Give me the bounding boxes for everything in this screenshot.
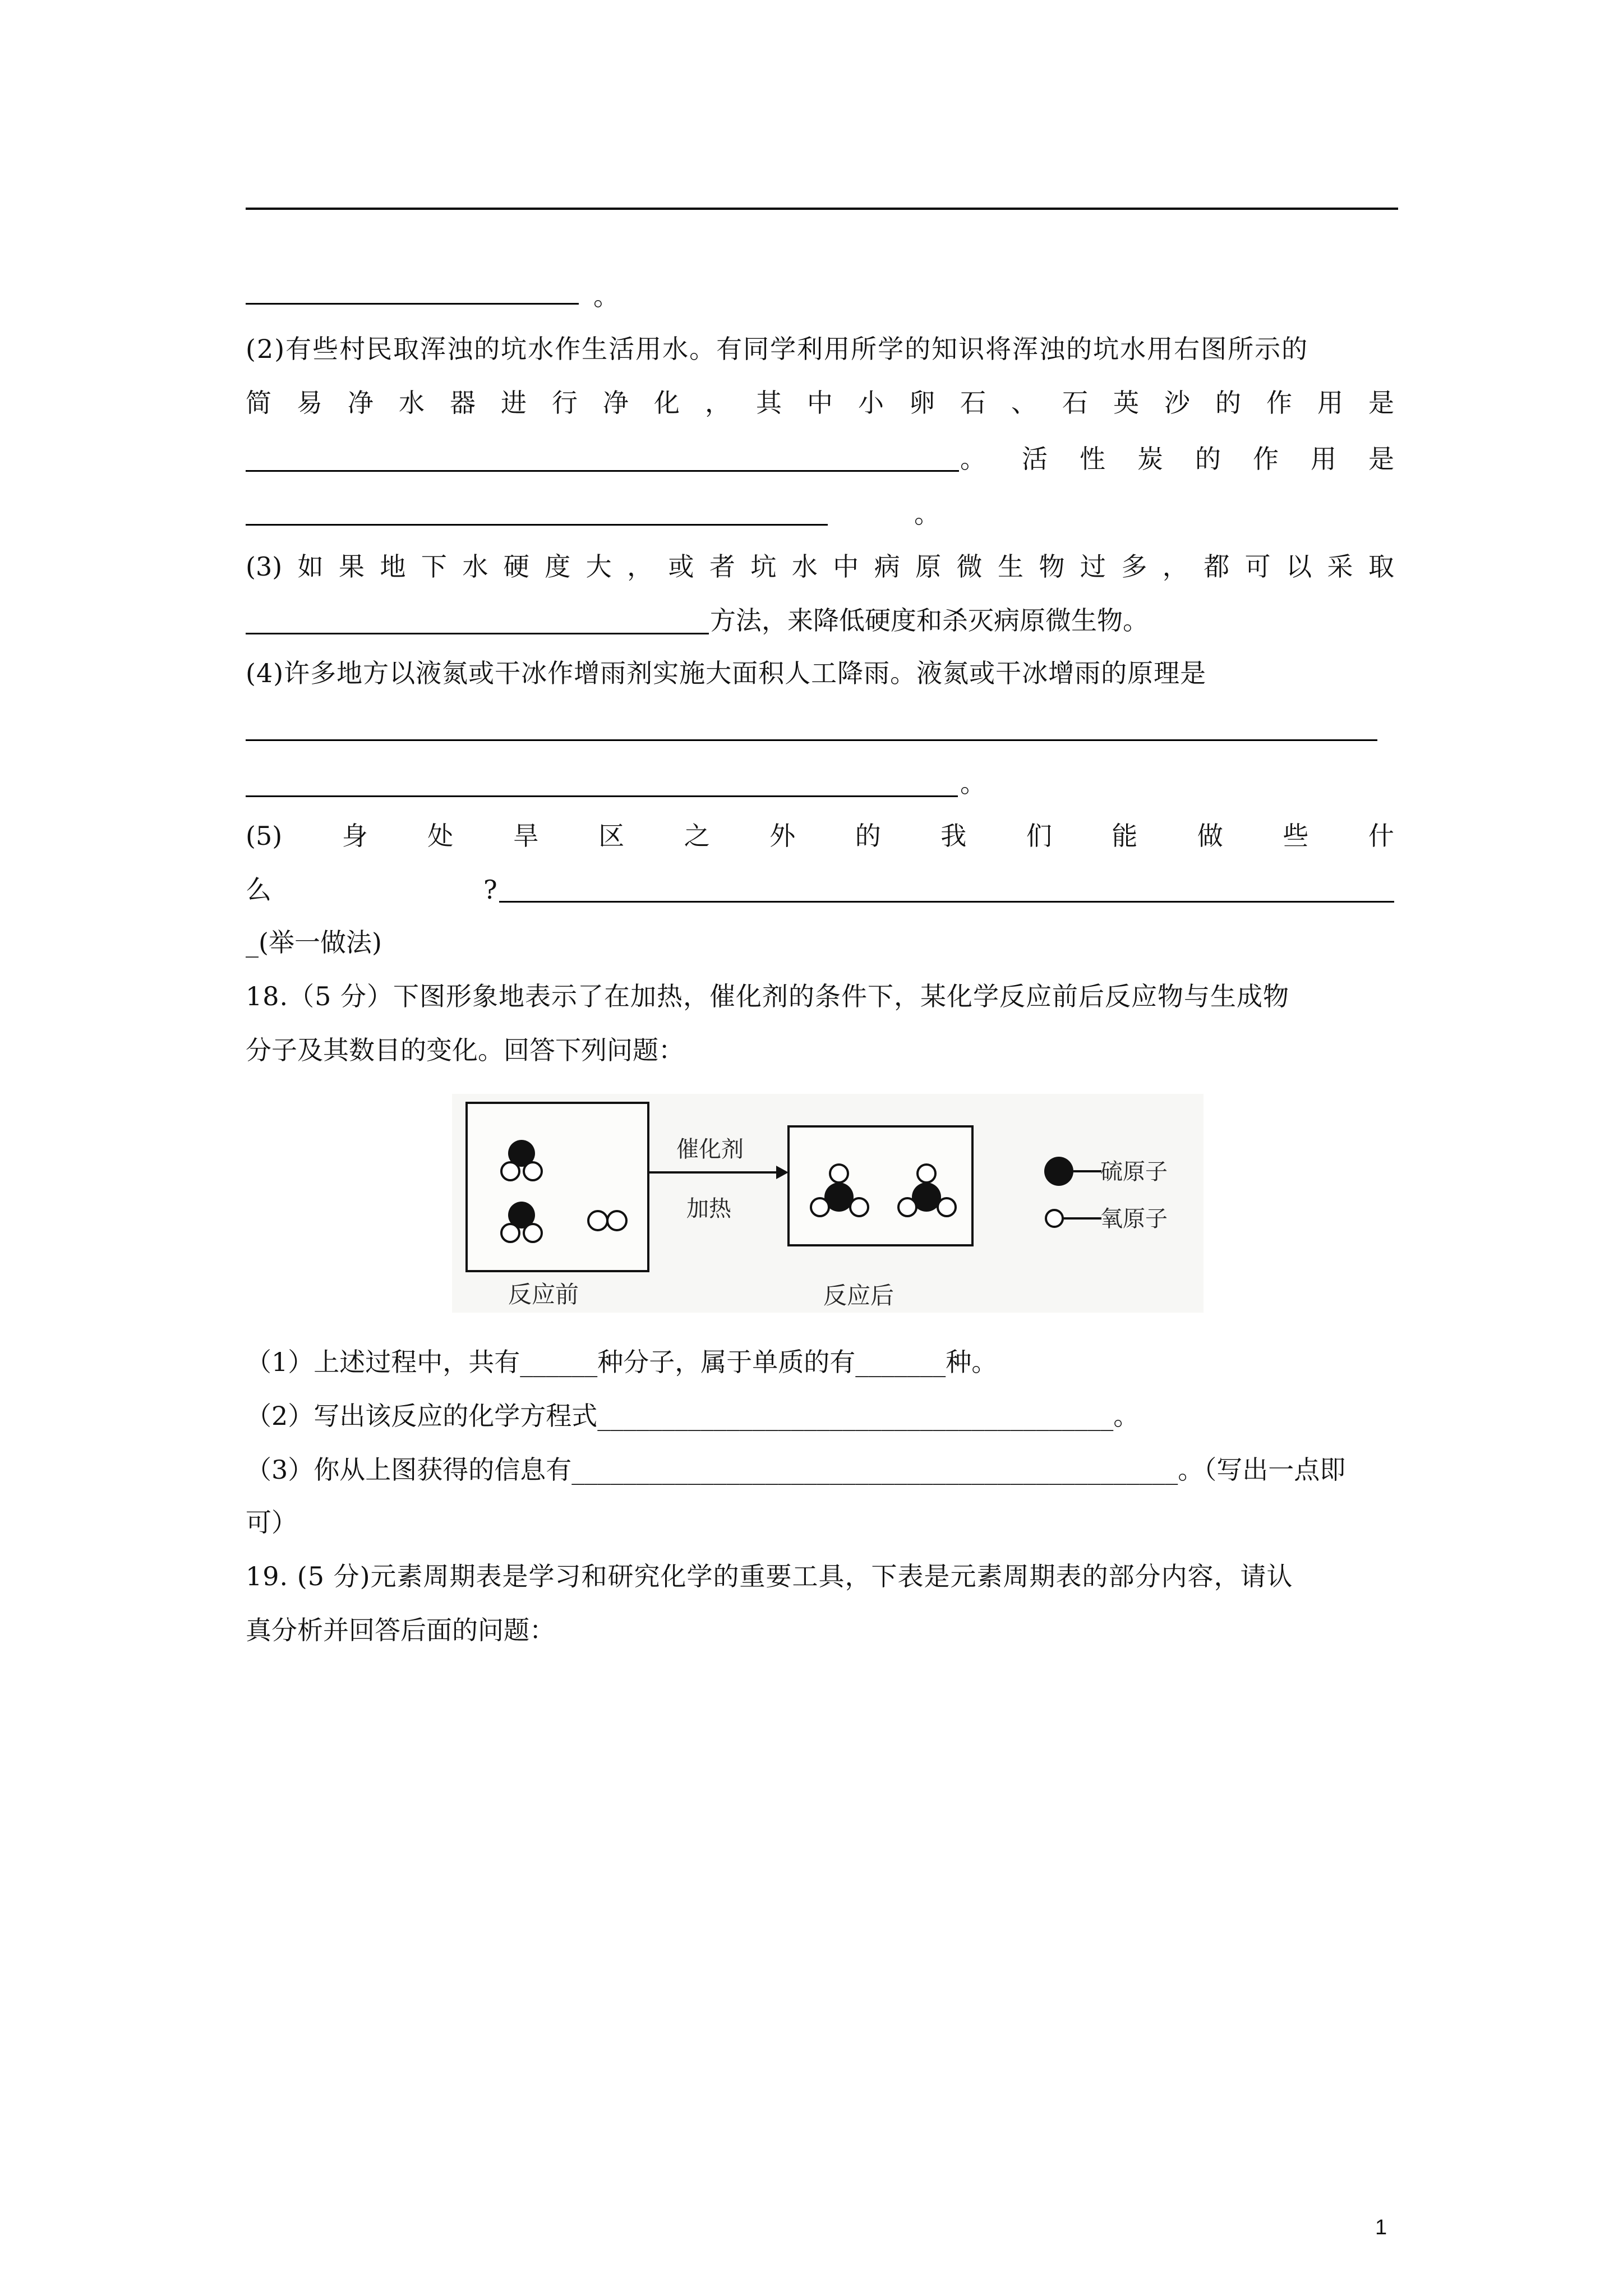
q19-line1: 19. (5 分)元素周期表是学习和研究化学的重要工具，下表是元素周期表的部分内容，请认 (246, 1561, 1293, 1591)
q17-part3-line2: 方法，来降低硬度和杀灭病原微生物。 (710, 605, 1149, 636)
answer-blank (499, 901, 1394, 903)
answer-blank (246, 739, 1377, 741)
label-before: 反应前 (508, 1281, 579, 1308)
answer-blank (246, 470, 959, 472)
answer-blank (246, 524, 828, 526)
q17-part2-line3-tail: 活 性 炭 的 作 用 是 (1022, 444, 1394, 474)
page-number: 1 (1375, 2216, 1387, 2239)
sentence-end: 。 (960, 768, 986, 798)
legend-sulfur-label: 硫原子 (1100, 1159, 1168, 1185)
reaction-diagram (452, 1094, 1204, 1313)
sentence-end: 。 (914, 499, 940, 529)
q17-part2-line2: 简 易 净 水 器 进 行 净 化 ， 其 中 小 卵 石 、 石 英 沙 的 作 用 是 (246, 388, 1394, 418)
sentence-end: 。 (960, 444, 986, 474)
box-before (467, 1103, 648, 1271)
q18-sub3-cont: 可） (246, 1507, 297, 1538)
legend-sulfur (1044, 1157, 1168, 1186)
q17-part2-line1: (2)有些村民取浑浊的坑水作生活用水。有同学利用所学的知识将浑浊的坑水用右图所示的 (246, 334, 1309, 364)
header-rule (246, 208, 1398, 210)
legend-oxygen-label: 氧原子 (1100, 1206, 1168, 1232)
q18-line2: 分子及其数目的变化。回答下列问题： (246, 1035, 684, 1065)
q17-part4-line1: (4)许多地方以液氮或干冰作增雨剂实施大面积人工降雨。液氮或干冰增雨的原理是 (246, 658, 1207, 688)
answer-blank (246, 303, 579, 305)
q17-part5-line3: _(举一做法) (246, 927, 382, 958)
arrow-label-heat: 加热 (686, 1196, 731, 1222)
q18-sub2: （2）写出该反应的化学方程式________________________________________。 (246, 1401, 1140, 1431)
sentence-end: 。 (593, 281, 619, 311)
answer-blank (246, 633, 709, 634)
q19-line2: 真分析并回答后面的问题： (246, 1615, 555, 1645)
box-after (789, 1126, 972, 1245)
label-after: 反应后 (823, 1282, 895, 1309)
q17-part5-line1: (5) 身 处 旱 区 之 外 的 我 们 能 做 些 什 (246, 821, 1394, 851)
q18-sub3: （3）你从上图获得的信息有_______________________________________________。（写出一点即 (246, 1455, 1346, 1485)
q18-sub1: （1）上述过程中，共有______种分子，属于单质的有_______种。 (246, 1347, 998, 1377)
arrow-label-catalyst: 催化剂 (676, 1137, 744, 1162)
answer-blank (246, 795, 958, 797)
q17-part5-line2-b: ? (483, 875, 497, 905)
q17-part5-line2-a: 么 (246, 875, 271, 905)
q18-line1: 18.（5 分）下图形象地表示了在加热，催化剂的条件下，某化学反应前后反应物与生成物 (246, 981, 1290, 1011)
q17-part3-line1: (3) 如 果 地 下 水 硬 度 大 ， 或 者 坑 水 中 病 原 微 生 物 过 多 ， 都 可 以 采 取 (246, 551, 1394, 582)
